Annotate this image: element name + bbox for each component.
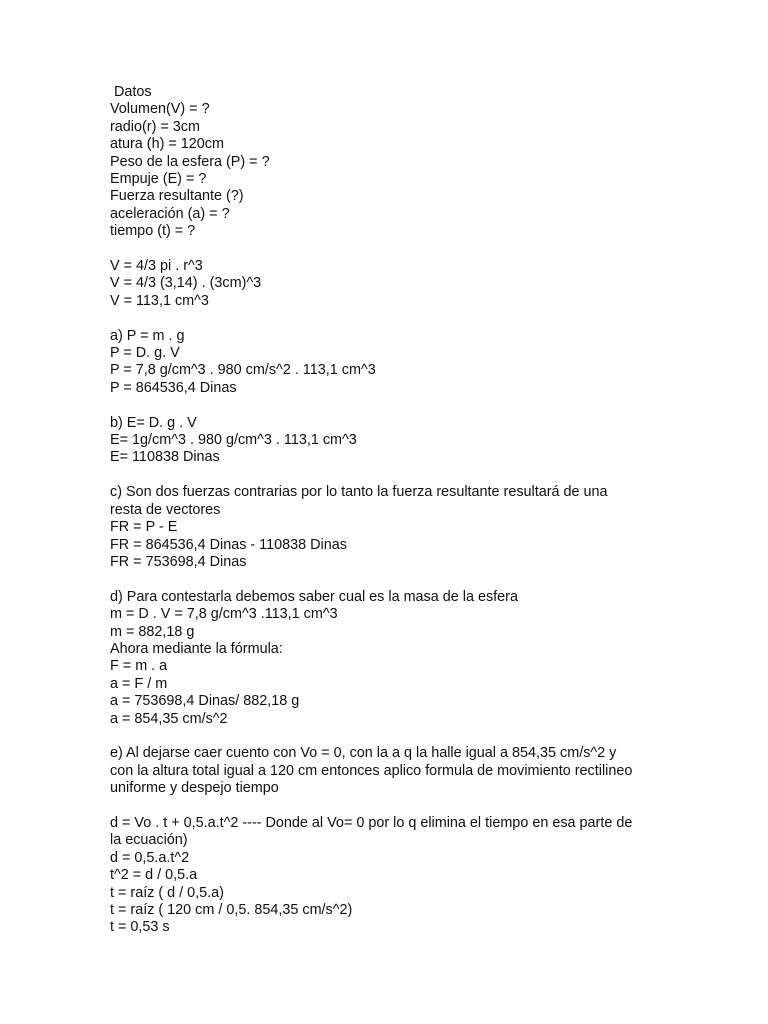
formula-line: d = 0,5.a.t^2 xyxy=(110,849,190,866)
text-line: d) Para contestarla debemos saber cual es la masa de la esfera xyxy=(110,588,518,605)
datos-line: radio(r) = 3cm xyxy=(110,118,200,135)
blank-line xyxy=(110,397,670,414)
part-e-solution-section xyxy=(110,815,670,937)
datos-line: tiempo (t) = ? xyxy=(110,223,196,240)
datos-line: Empuje (E) = ? xyxy=(110,171,207,188)
formula-line: V = 113,1 cm^3 xyxy=(110,292,209,309)
formula-line: V = 4/3 (3,14) . (3cm)^3 xyxy=(110,275,262,292)
datos-heading: Datos xyxy=(110,84,152,100)
formula-line: t = raíz ( 120 cm / 0,5. 854,35 cm/s^2) xyxy=(110,901,353,918)
datos-line: aceleración (a) = ? xyxy=(110,205,230,222)
blank-line xyxy=(110,241,670,258)
text-line: d = Vo . t + 0,5.a.t^2 ---- Donde al Vo= 0 por lo q elimina el tiempo en esa parte de xyxy=(110,814,633,831)
text-line: e) Al dejarse caer cuento con Vo = 0, con la a q la halle igual a 854,35 cm/s^2 y xyxy=(110,745,617,762)
formula-line: F = m . a xyxy=(110,658,168,675)
formula-line: t^2 = d / 0,5.a xyxy=(110,867,198,884)
blank-line xyxy=(110,728,670,745)
formula-line: t = raíz ( d / 0,5.a) xyxy=(110,884,224,901)
text-line: c) Son dos fuerzas contrarias por lo tanto la fuerza resultante resultará de una xyxy=(110,484,608,501)
formula-line: FR = 753698,4 Dinas xyxy=(110,553,247,570)
blank-line xyxy=(110,571,670,588)
formula-line: P = 864536,4 Dinas xyxy=(110,379,237,396)
formula-line: a = 753698,4 Dinas/ 882,18 g xyxy=(110,693,300,710)
text-line: uniforme y despejo tiempo xyxy=(110,780,279,797)
formula-line: b) E= D. g . V xyxy=(110,414,197,431)
formula-line: a) P = m . g xyxy=(110,327,185,344)
datos-line: atura (h) = 120cm xyxy=(110,136,224,153)
datos-line: Peso de la esfera (P) = ? xyxy=(110,153,270,170)
text-line: Ahora mediante la fórmula: xyxy=(110,640,283,657)
formula-line: t = 0,53 s xyxy=(110,919,170,936)
part-e-section xyxy=(110,745,670,797)
datos-line: Volumen(V) = ? xyxy=(110,101,210,118)
formula-line: FR = 864536,4 Dinas - 110838 Dinas xyxy=(110,536,347,553)
text-line: resta de vectores xyxy=(110,501,221,518)
formula-line: V = 4/3 pi . r^3 xyxy=(110,258,203,275)
datos-line: Fuerza resultante (?) xyxy=(110,188,244,205)
formula-line: m = D . V = 7,8 g/cm^3 .113,1 cm^3 xyxy=(110,606,338,623)
part-c-section xyxy=(110,484,670,571)
formula-line: FR = P - E xyxy=(110,519,178,536)
formula-line: a = 854,35 cm/s^2 xyxy=(110,710,228,727)
formula-line: E= 1g/cm^3 . 980 g/cm^3 . 113,1 cm^3 xyxy=(110,432,357,449)
formula-line: P = D. g. V xyxy=(110,345,180,362)
volumen-section xyxy=(110,258,670,310)
formula-line: E= 110838 Dinas xyxy=(110,449,220,466)
document-page xyxy=(110,84,670,937)
formula-line: P = 7,8 g/cm^3 . 980 cm/s^2 . 113,1 cm^3 xyxy=(110,362,376,379)
text-line: la ecuación) xyxy=(110,832,188,849)
blank-line xyxy=(110,467,670,484)
part-a-section xyxy=(110,328,670,398)
datos-section xyxy=(110,84,670,241)
blank-line xyxy=(110,310,670,327)
formula-line: m = 882,18 g xyxy=(110,623,195,640)
blank-line xyxy=(110,798,670,815)
part-b-section xyxy=(110,415,670,467)
text-line: con la altura total igual a 120 cm entonces aplico formula de movimiento rectilineo xyxy=(110,762,633,779)
part-d-section xyxy=(110,589,670,728)
formula-line: a = F / m xyxy=(110,675,168,692)
